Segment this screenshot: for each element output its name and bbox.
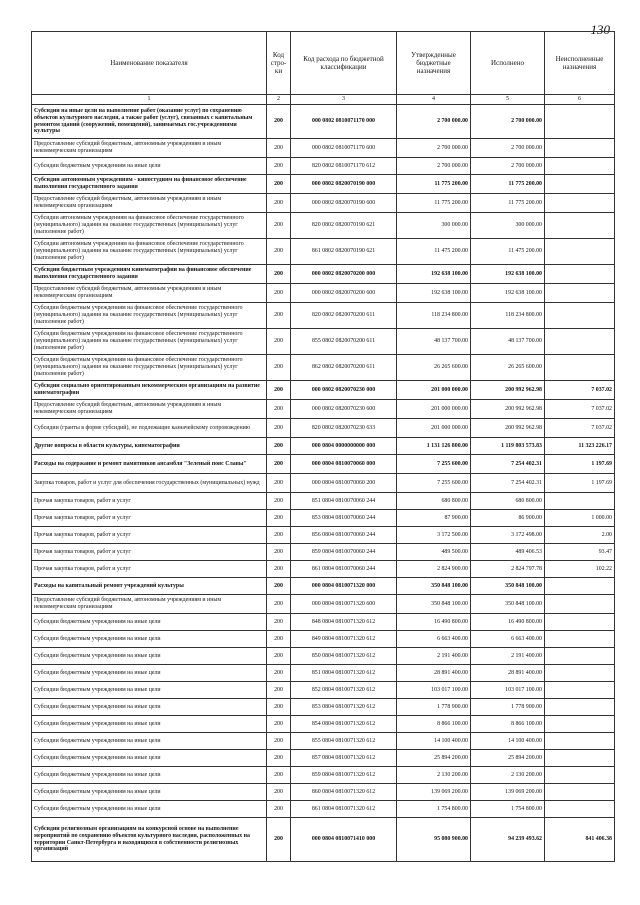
row-approved: 2 191 400.00	[397, 648, 471, 665]
row-approved: 192 638 100.00	[397, 265, 471, 284]
row-approved: 680 800.00	[397, 493, 471, 510]
row-approved: 3 172 500.00	[397, 527, 471, 544]
row-unexecuted	[545, 595, 615, 614]
row-unexecuted	[545, 631, 615, 648]
row-line-code: 200	[267, 733, 291, 750]
row-executed: 6 663 400.00	[471, 631, 545, 648]
table-row	[32, 438, 615, 455]
row-expense-code: 000 0802 0810071170 600	[291, 139, 397, 158]
row-approved: 192 638 100.00	[397, 284, 471, 303]
row-executed: 7 254 402.31	[471, 474, 545, 493]
row-name: Субсидии бюджетным учреждениям на иные цели	[32, 682, 267, 699]
row-approved: 1 778 900.00	[397, 699, 471, 716]
table-row	[32, 265, 615, 284]
row-approved: 2 700 000.00	[397, 139, 471, 158]
column-number: 6	[545, 95, 615, 105]
row-expense-code: 820 0802 0820070200 611	[291, 303, 397, 329]
row-line-code: 200	[267, 329, 291, 355]
row-unexecuted	[545, 158, 615, 175]
row-executed: 200 992 962.98	[471, 381, 545, 400]
table-row	[32, 284, 615, 303]
row-line-code: 200	[267, 438, 291, 455]
row-expense-code: 820 0802 0820070190 621	[291, 213, 397, 239]
row-unexecuted	[545, 284, 615, 303]
row-name: Субсидии бюджетным учреждениям на иные цели	[32, 750, 267, 767]
row-unexecuted: 7 037.02	[545, 400, 615, 419]
row-expense-code: 000 0802 0820070190 600	[291, 194, 397, 213]
row-name: Субсидии бюджетным учреждениям на иные цели	[32, 733, 267, 750]
row-executed: 48 137 700.00	[471, 329, 545, 355]
row-line-code: 200	[267, 139, 291, 158]
header-executed: Исполнено	[471, 32, 545, 95]
row-expense-code: 820 0802 0810071170 612	[291, 158, 397, 175]
header-unexecuted: Неисполненные назначения	[545, 32, 615, 95]
row-line-code: 200	[267, 284, 291, 303]
row-executed: 1 778 900.00	[471, 699, 545, 716]
row-name: Предоставление субсидий бюджетным, автономным учреждениям и иным некоммерческим организациям	[32, 595, 267, 614]
row-approved: 16 490 800.00	[397, 614, 471, 631]
row-expense-code: 861 0804 0810071320 612	[291, 801, 397, 818]
row-name: Субсидии бюджетным учреждениям на иные цели	[32, 716, 267, 733]
column-number: 1	[32, 95, 267, 105]
row-line-code: 200	[267, 631, 291, 648]
row-line-code: 200	[267, 400, 291, 419]
row-approved: 1 131 126 800.00	[397, 438, 471, 455]
row-approved: 25 894 200.00	[397, 750, 471, 767]
row-name: Субсидии бюджетным учреждениям кинематографии на финансовое обеспечение выполнения государственного задания	[32, 265, 267, 284]
table-row	[32, 105, 615, 139]
row-line-code: 200	[267, 699, 291, 716]
table-row	[32, 455, 615, 474]
row-name: Предоставление субсидий бюджетным, автономным учреждениям и иным некоммерческим организациям	[32, 139, 267, 158]
row-line-code: 200	[267, 493, 291, 510]
row-executed: 26 265 600.00	[471, 355, 545, 381]
row-name: Прочая закупка товаров, работ и услуг	[32, 544, 267, 561]
row-line-code: 200	[267, 767, 291, 784]
row-approved: 6 663 400.00	[397, 631, 471, 648]
row-name: Субсидии автономным учреждениям - киностудиям на финансовое обеспечение выполнения государственного задания	[32, 175, 267, 194]
row-line-code: 200	[267, 355, 291, 381]
row-name: Субсидии бюджетным учреждениям на иные цели	[32, 158, 267, 175]
row-expense-code: 000 0802 0820070200 600	[291, 284, 397, 303]
row-line-code: 200	[267, 213, 291, 239]
row-expense-code: 853 0804 0810070060 244	[291, 510, 397, 527]
row-name: Субсидии бюджетным учреждениям на иные цели	[32, 631, 267, 648]
row-expense-code: 850 0804 0810071320 612	[291, 648, 397, 665]
row-unexecuted	[545, 105, 615, 139]
column-number: 5	[471, 95, 545, 105]
row-approved: 11 775 200.00	[397, 194, 471, 213]
table-row	[32, 493, 615, 510]
row-name: Прочая закупка товаров, работ и услуг	[32, 510, 267, 527]
row-executed: 350 848 100.00	[471, 578, 545, 595]
row-approved: 201 000 000.00	[397, 381, 471, 400]
table-row	[32, 818, 615, 862]
row-approved: 2 130 200.00	[397, 767, 471, 784]
row-expense-code: 000 0804 0000000000 000	[291, 438, 397, 455]
header-line-code: Код стро-ки	[267, 32, 291, 95]
row-name: Субсидии бюджетным учреждениям на иные цели	[32, 665, 267, 682]
table-row	[32, 716, 615, 733]
row-unexecuted: 841 406.38	[545, 818, 615, 862]
header-expense-code: Код расхода по бюджетной классификации	[291, 32, 397, 95]
row-unexecuted	[545, 139, 615, 158]
row-expense-code: 851 0804 0810070060 244	[291, 493, 397, 510]
row-name: Расходы на содержание и ремонт памятников ансамбля "Зеленый пояс Славы"	[32, 455, 267, 474]
row-name: Субсидии бюджетным учреждениям на иные цели	[32, 699, 267, 716]
column-number: 2	[267, 95, 291, 105]
row-expense-code: 852 0804 0810071320 612	[291, 682, 397, 699]
row-name: Предоставление субсидий бюджетным, автономным учреждениям и иным некоммерческим организациям	[32, 194, 267, 213]
table-row	[32, 400, 615, 419]
row-name: Субсидии на иные цели на выполнение работ (оказание услуг) по сохранению объектов культурного наследия, а также работ (услуг), связанных с капитальным ремонтом зданий (сооружений, помещений), занимаемых гос.учреждениями культуры	[32, 105, 267, 139]
table-row	[32, 474, 615, 493]
row-expense-code: 855 0804 0810071320 612	[291, 733, 397, 750]
row-expense-code: 859 0804 0810071320 612	[291, 767, 397, 784]
header-name: Наименование показателя	[32, 32, 267, 95]
row-line-code: 200	[267, 544, 291, 561]
table-row	[32, 527, 615, 544]
row-executed: 28 891 400.00	[471, 665, 545, 682]
row-executed: 1 119 803 573.83	[471, 438, 545, 455]
table-row	[32, 239, 615, 265]
row-executed: 7 254 402.31	[471, 455, 545, 474]
table-row	[32, 699, 615, 716]
row-unexecuted	[545, 767, 615, 784]
row-expense-code: 000 0802 0820070230 000	[291, 381, 397, 400]
row-executed: 192 638 100.00	[471, 284, 545, 303]
row-unexecuted	[545, 750, 615, 767]
table-row	[32, 303, 615, 329]
row-unexecuted	[545, 213, 615, 239]
row-name: Предоставление субсидий бюджетным, автономным учреждениям и иным некоммерческим организациям	[32, 400, 267, 419]
row-unexecuted	[545, 716, 615, 733]
row-executed: 2 130 200.00	[471, 767, 545, 784]
table-row	[32, 175, 615, 194]
row-executed: 2 191 400.00	[471, 648, 545, 665]
row-executed: 2 700 000.00	[471, 158, 545, 175]
row-line-code: 200	[267, 750, 291, 767]
row-expense-code: 000 0802 0810071170 000	[291, 105, 397, 139]
row-unexecuted: 11 323 226.17	[545, 438, 615, 455]
row-line-code: 200	[267, 614, 291, 631]
table-row	[32, 578, 615, 595]
row-approved: 11 475 200.00	[397, 239, 471, 265]
row-approved: 87 900.00	[397, 510, 471, 527]
row-line-code: 200	[267, 682, 291, 699]
row-unexecuted: 2.00	[545, 527, 615, 544]
table-row	[32, 648, 615, 665]
row-approved: 8 866 100.00	[397, 716, 471, 733]
row-unexecuted	[545, 682, 615, 699]
row-executed: 200 992 962.98	[471, 400, 545, 419]
row-line-code: 200	[267, 455, 291, 474]
row-executed: 300 000.00	[471, 213, 545, 239]
row-executed: 118 234 800.00	[471, 303, 545, 329]
row-unexecuted: 1 197.69	[545, 474, 615, 493]
row-name: Субсидии бюджетным учреждениям на иные цели	[32, 801, 267, 818]
row-approved: 489 500.00	[397, 544, 471, 561]
row-line-code: 200	[267, 784, 291, 801]
row-unexecuted	[545, 493, 615, 510]
row-expense-code: 851 0804 0810071320 612	[291, 665, 397, 682]
row-expense-code: 857 0804 0810071320 612	[291, 750, 397, 767]
row-expense-code: 000 0804 0810071410 000	[291, 818, 397, 862]
row-unexecuted	[545, 578, 615, 595]
row-line-code: 200	[267, 239, 291, 265]
table-row	[32, 381, 615, 400]
row-executed: 489 406.53	[471, 544, 545, 561]
row-approved: 26 265 600.00	[397, 355, 471, 381]
row-expense-code: 000 0802 0820070200 000	[291, 265, 397, 284]
table-row	[32, 801, 615, 818]
table-row	[32, 329, 615, 355]
row-name: Расходы на капитальный ремонт учреждений культуры	[32, 578, 267, 595]
table-row	[32, 355, 615, 381]
row-executed: 200 992 962.98	[471, 419, 545, 438]
row-executed: 2 700 000.00	[471, 105, 545, 139]
row-approved: 300 000.00	[397, 213, 471, 239]
table-row	[32, 767, 615, 784]
row-name: Субсидии бюджетным учреждениям на финансовое обеспечение государственного (муниципального) задания на оказание государственных (муниципальных) услуг (выполнение работ)	[32, 303, 267, 329]
row-expense-code: 000 0802 0820070230 600	[291, 400, 397, 419]
row-line-code: 200	[267, 801, 291, 818]
row-name: Субсидии бюджетным учреждениям на иные цели	[32, 648, 267, 665]
table-row	[32, 419, 615, 438]
row-executed: 8 866 100.00	[471, 716, 545, 733]
row-name: Другие вопросы в области культуры, кинематографии	[32, 438, 267, 455]
row-expense-code: 861 0802 0820070190 621	[291, 239, 397, 265]
row-expense-code: 856 0804 0810070060 244	[291, 527, 397, 544]
row-executed: 2 700 000.00	[471, 139, 545, 158]
row-expense-code: 000 0804 0810071320 600	[291, 595, 397, 614]
row-name: Прочая закупка товаров, работ и услуг	[32, 561, 267, 578]
row-executed: 2 824 797.78	[471, 561, 545, 578]
row-expense-code: 861 0804 0810070060 244	[291, 561, 397, 578]
table-row	[32, 561, 615, 578]
row-expense-code: 848 0804 0810071320 612	[291, 614, 397, 631]
table-row	[32, 631, 615, 648]
row-executed: 86 900.00	[471, 510, 545, 527]
table-row	[32, 733, 615, 750]
row-expense-code: 000 0802 0820070190 000	[291, 175, 397, 194]
row-line-code: 200	[267, 578, 291, 595]
table-row	[32, 213, 615, 239]
row-line-code: 200	[267, 510, 291, 527]
row-approved: 7 255 600.00	[397, 455, 471, 474]
row-unexecuted	[545, 175, 615, 194]
row-approved: 95 080 900.00	[397, 818, 471, 862]
row-line-code: 200	[267, 194, 291, 213]
row-executed: 11 475 200.00	[471, 239, 545, 265]
row-name: Прочая закупка товаров, работ и услуг	[32, 493, 267, 510]
row-unexecuted: 1 197.69	[545, 455, 615, 474]
row-name: Субсидии социально ориентированным некоммерческим организациям на развитие кинематографии	[32, 381, 267, 400]
row-unexecuted	[545, 665, 615, 682]
row-expense-code: 000 0804 0810070060 000	[291, 455, 397, 474]
row-unexecuted	[545, 801, 615, 818]
row-approved: 28 891 400.00	[397, 665, 471, 682]
row-approved: 7 255 600.00	[397, 474, 471, 493]
row-line-code: 200	[267, 381, 291, 400]
row-executed: 1 754 800.00	[471, 801, 545, 818]
table-row	[32, 784, 615, 801]
table-row	[32, 194, 615, 213]
row-line-code: 200	[267, 648, 291, 665]
row-expense-code: 820 0802 0820070230 633	[291, 419, 397, 438]
row-line-code: 200	[267, 419, 291, 438]
row-name: Прочая закупка товаров, работ и услуг	[32, 527, 267, 544]
column-number-row	[32, 95, 615, 105]
row-approved: 1 754 800.00	[397, 801, 471, 818]
row-approved: 14 100 400.00	[397, 733, 471, 750]
row-expense-code: 859 0804 0810070060 244	[291, 544, 397, 561]
row-executed: 14 100 400.00	[471, 733, 545, 750]
row-expense-code: 855 0802 0820070200 611	[291, 329, 397, 355]
row-unexecuted	[545, 265, 615, 284]
row-unexecuted	[545, 303, 615, 329]
row-unexecuted: 7 037.02	[545, 381, 615, 400]
row-line-code: 200	[267, 527, 291, 544]
row-executed: 11 775 200.00	[471, 175, 545, 194]
row-unexecuted	[545, 648, 615, 665]
row-approved: 118 234 800.00	[397, 303, 471, 329]
row-unexecuted	[545, 329, 615, 355]
row-line-code: 200	[267, 105, 291, 139]
page-number: 130	[590, 22, 610, 37]
row-approved: 2 700 000.00	[397, 158, 471, 175]
row-executed: 350 848 100.00	[471, 595, 545, 614]
row-expense-code: 854 0804 0810071320 612	[291, 716, 397, 733]
row-name: Субсидии бюджетным учреждениям на финансовое обеспечение государственного (муниципального) задания на оказание государственных (муниципальных) услуг (выполнение работ)	[32, 329, 267, 355]
row-approved: 11 775 200.00	[397, 175, 471, 194]
table-row	[32, 139, 615, 158]
row-unexecuted	[545, 784, 615, 801]
table-row	[32, 682, 615, 699]
row-line-code: 200	[267, 265, 291, 284]
table-row	[32, 510, 615, 527]
row-line-code: 200	[267, 595, 291, 614]
row-line-code: 200	[267, 716, 291, 733]
row-executed: 25 894 200.00	[471, 750, 545, 767]
row-line-code: 200	[267, 175, 291, 194]
row-line-code: 200	[267, 303, 291, 329]
row-line-code: 200	[267, 665, 291, 682]
row-approved: 139 069 200.00	[397, 784, 471, 801]
row-executed: 139 069 200.00	[471, 784, 545, 801]
row-approved: 103 017 100.00	[397, 682, 471, 699]
row-expense-code: 000 0804 0810070060 200	[291, 474, 397, 493]
row-unexecuted: 102.22	[545, 561, 615, 578]
row-name: Субсидии религиозным организациям на конкурсной основе на выполнение мероприятий по сохранению объектов культурного наследия, расположенных на территории Санкт-Петербурга и находящихся в собственности религиозных организаций	[32, 818, 267, 862]
table-row	[32, 595, 615, 614]
row-name: Субсидии бюджетным учреждениям на иные цели	[32, 614, 267, 631]
row-unexecuted: 7 037.02	[545, 419, 615, 438]
column-number: 4	[397, 95, 471, 105]
row-expense-code: 849 0804 0810071320 612	[291, 631, 397, 648]
row-name: Субсидии бюджетным учреждениям на иные цели	[32, 767, 267, 784]
row-expense-code: 862 0802 0820070200 611	[291, 355, 397, 381]
row-unexecuted: 93.47	[545, 544, 615, 561]
row-executed: 103 017 100.00	[471, 682, 545, 699]
row-name: Субсидии автономным учреждениям на финансовое обеспечение государственного (муниципального) задания на оказание государственных (муниципальных) услуг (выполнение работ)	[32, 213, 267, 239]
row-unexecuted	[545, 355, 615, 381]
row-name: Субсидии автономным учреждениям на финансовое обеспечение государственного (муниципального) задания на оказание государственных (муниципальных) услуг (выполнение работ)	[32, 239, 267, 265]
table-row	[32, 665, 615, 682]
row-name: Субсидии бюджетным учреждениям на иные цели	[32, 784, 267, 801]
column-number: 3	[291, 95, 397, 105]
row-name: Субсидии (гранты в форме субсидий), не подлежащие казначейскому сопровождению	[32, 419, 267, 438]
header-approved: Утвержденные бюджетные назначения	[397, 32, 471, 95]
row-name: Предоставление субсидий бюджетным, автономным учреждениям и иным некоммерческим организациям	[32, 284, 267, 303]
row-unexecuted	[545, 614, 615, 631]
row-approved: 2 700 000.00	[397, 105, 471, 139]
row-line-code: 200	[267, 158, 291, 175]
row-unexecuted	[545, 194, 615, 213]
table-row	[32, 614, 615, 631]
row-approved: 350 848 100.00	[397, 578, 471, 595]
row-executed: 680 800.00	[471, 493, 545, 510]
row-executed: 192 638 100.00	[471, 265, 545, 284]
table-row	[32, 750, 615, 767]
table-row	[32, 544, 615, 561]
row-name: Субсидии бюджетным учреждениям на финансовое обеспечение государственного (муниципального) задания на оказание государственных (муниципальных) услуг (выполнение работ)	[32, 355, 267, 381]
row-unexecuted	[545, 733, 615, 750]
row-line-code: 200	[267, 561, 291, 578]
budget-execution-table	[31, 31, 615, 862]
row-executed: 94 239 493.62	[471, 818, 545, 862]
row-expense-code: 853 0804 0810071320 612	[291, 699, 397, 716]
row-executed: 16 490 800.00	[471, 614, 545, 631]
row-approved: 48 137 700.00	[397, 329, 471, 355]
row-expense-code: 860 0804 0810071320 612	[291, 784, 397, 801]
row-unexecuted	[545, 699, 615, 716]
row-executed: 11 775 200.00	[471, 194, 545, 213]
row-approved: 201 000 000.00	[397, 400, 471, 419]
row-approved: 2 824 900.00	[397, 561, 471, 578]
row-expense-code: 000 0804 0810071320 000	[291, 578, 397, 595]
row-approved: 201 000 000.00	[397, 419, 471, 438]
row-unexecuted: 1 000.00	[545, 510, 615, 527]
table-row	[32, 158, 615, 175]
row-executed: 3 172 498.00	[471, 527, 545, 544]
row-line-code: 200	[267, 818, 291, 862]
table-header-row	[32, 32, 615, 95]
row-unexecuted	[545, 239, 615, 265]
row-approved: 350 848 100.00	[397, 595, 471, 614]
row-name: Закупка товаров, работ и услуг для обеспечения государственных (муниципальных) нужд	[32, 474, 267, 493]
row-line-code: 200	[267, 474, 291, 493]
table-body	[32, 95, 615, 862]
